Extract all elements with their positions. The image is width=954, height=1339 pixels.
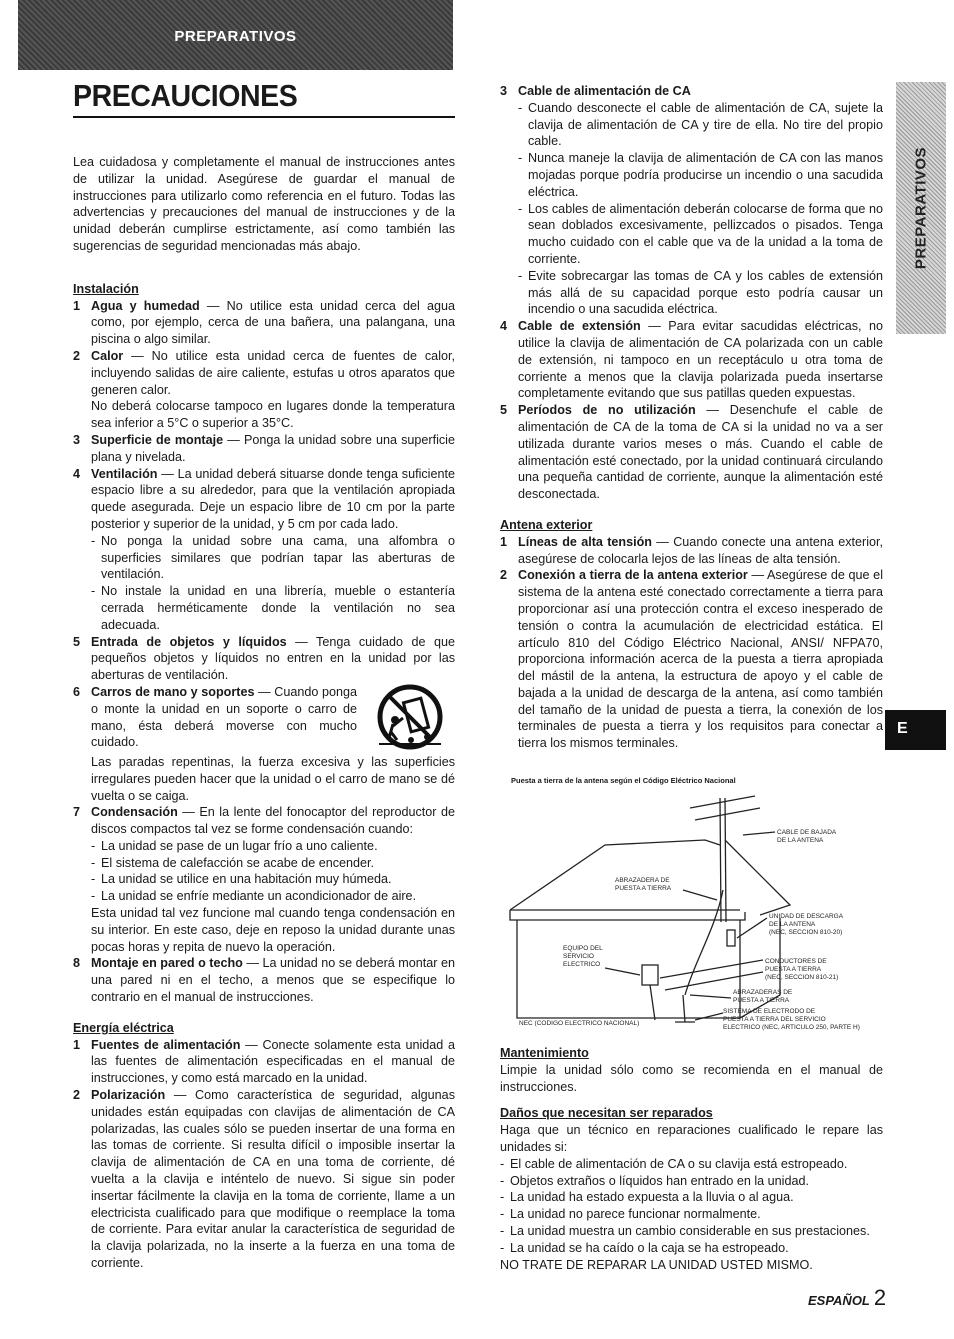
sub-item-text: Cuando desconecte el cable de alimentación de CA, sujete la clavija de alimentación de CA y tire de ella. No tire del propio cable.: [528, 100, 883, 149]
list-item: [73, 348, 455, 432]
item-number: 4: [500, 319, 508, 334]
sub-item-text: La unidad se utilice en una habitación muy húmeda.: [101, 872, 392, 887]
item-text: — No utilice esta unidad cerca del agua como, por ejemplo, cerca de una bañera, una palangana, una piscina o algo similar.: [91, 298, 455, 347]
sub-item: [500, 1189, 883, 1206]
item-title: Montaje en pared o techo: [91, 956, 243, 971]
item-text: — Cuando ponga o monte la unidad en un soporte o carro de mano, ésta deberá moverse con mucho cuidado.: [91, 684, 357, 750]
sub-item-text: La unidad se pase de un lugar frío a uno caliente.: [101, 838, 378, 853]
item-title: Conexión a tierra de la antena exterior: [518, 568, 748, 583]
list-item: [73, 634, 455, 684]
item-title: Líneas de alta tensión: [518, 534, 652, 549]
language-tab: [885, 710, 946, 750]
sub-item-text: No instale la unidad en una librería, mueble o estantería cerrada herméticamente donde la ventilación no sea adecuada.: [101, 584, 455, 632]
diagram-caption: Puesta a tierra de la antena según el Código Eléctrico Nacional: [511, 776, 736, 785]
dash-icon: -: [91, 855, 96, 870]
sub-item: [518, 150, 883, 200]
footer-language: ESPAÑOL: [808, 1293, 870, 1308]
sub-item: [91, 583, 455, 633]
banner-label: PREPARATIVOS: [174, 28, 297, 45]
sub-item: [500, 1206, 883, 1223]
item-text: — Para evitar sacudidas eléctricas, no utilice la clavija de alimentación de CA polarizada con un cable de extensión, ni tampoco en un receptáculo u otra toma de corriente a menos que la clavija polarizada pueda insertarse completamente evitando que sus patillas queden expuestas.: [518, 319, 883, 401]
cart-warning-icon: [365, 682, 455, 752]
label-nec: NEC (CODIGO ELECTRICO NACIONAL): [519, 1020, 640, 1027]
sub-item-text: El sistema de calefacción se acabe de encender.: [101, 855, 375, 870]
dash-icon: -: [518, 201, 523, 216]
item-title: Agua y humedad: [91, 298, 200, 313]
label-ground-conductors-3: (NEC, SECCION 810-21): [765, 974, 839, 981]
sub-item: [518, 268, 883, 318]
item-number: 5: [500, 403, 508, 418]
item-number: 1: [73, 1037, 81, 1052]
item-title: Carros de mano y soportes: [91, 684, 255, 699]
sub-item: [91, 838, 455, 855]
sub-item: [91, 533, 455, 583]
dash-icon: -: [518, 151, 523, 166]
label-discharge-unit-2: DE LA ANTENA: [769, 921, 816, 928]
repairs-heading: Daños que necesitan ser reparados: [500, 1106, 713, 1121]
language-tab-label: E: [897, 720, 908, 737]
sub-item: [91, 855, 455, 872]
sub-item: [518, 201, 883, 268]
sub-item-text: La unidad muestra un cambio considerable en sus prestaciones.: [510, 1223, 870, 1238]
side-tab-label: PREPARATIVOS: [912, 146, 930, 270]
antenna-grounding-diagram: [505, 790, 885, 1040]
dash-icon: -: [518, 268, 523, 283]
item-text: — Tenga cuidado de que pequeños objetos y líquidos no entren en la unidad por las aberturas de ventilación.: [91, 634, 456, 683]
sub-item-text: Evite sobrecargar las tomas de CA y los cables de extensión más allá de su capacidad porque esto podría causar un incendio o una sacudida eléctrica.: [528, 268, 883, 317]
item-text: — La unidad no se deberá montar en una pared ni en el techo, a menos que se especifique lo contrario en el manual de instrucciones.: [91, 956, 455, 1005]
sub-item-text: Los cables de alimentación deberán colocarse de forma que no sean doblados excesivamente, pellizcados o pisados. Tenga mucho cuidado con el cable que va de la unidad a la toma de corriente.: [528, 201, 883, 266]
label-electrode-system-3: ELECTRICO (NEC, ARTICULO 250, PARTE H): [723, 1024, 860, 1031]
intro-paragraph: Lea cuidadosa y completamente el manual de instrucciones antes de utilizar la unidad. Asegúrese de guardar el manual de instrucciones para utilizarlo como referencia en el futuro. Todas las advertencias y precauciones del manual de instrucciones y de la unidad deberán cumplirse estrictamente, así como también las sugerencias de seguridad mencionadas más abajo.: [73, 155, 455, 253]
item-title: Entrada de objetos y líquidos: [91, 634, 287, 649]
sub-item: [500, 1173, 883, 1190]
list-item: [73, 684, 455, 804]
item-number: 3: [73, 432, 81, 447]
list-item: [500, 83, 883, 318]
dash-icon: -: [91, 838, 96, 853]
title-rule: [73, 116, 455, 118]
lower-right-column: [500, 1045, 883, 1273]
item-number: 3: [500, 84, 508, 98]
list-item: [500, 402, 883, 503]
item-text: — En la lente del fonocaptor del reproductor de discos compactos tal vez se forme condensación cuando:: [91, 805, 455, 837]
label-ground-clamps: ABRAZADERAS DE: [733, 989, 793, 996]
item-title: Períodos de no utilización: [518, 403, 696, 418]
item-continuation: Esta unidad tal vez funcione mal cuando tenga condensación en su interior. En este caso, deje en reposo la unidad durante unas pocas horas y repita de nuevo la operación.: [91, 906, 455, 954]
item-title: Calor: [91, 348, 124, 363]
repairs-closing: NO TRATE DE REPARAR LA UNIDAD USTED MISMO.: [500, 1257, 813, 1272]
list-item: [73, 432, 455, 466]
dash-icon: -: [500, 1173, 505, 1188]
list-item: [73, 1087, 455, 1272]
label-electrode-system-2: PUESTA A TIERRA DEL SERVICIO: [723, 1016, 826, 1023]
sub-item-text: Nunca maneje la clavija de alimentación de CA con las manos mojadas porque podría producirse un incendio o una sacudida eléctrica.: [528, 151, 883, 199]
sub-item: [91, 871, 455, 888]
item-text: — Como característica de seguridad, algunas unidades están equipadas con clavijas de alimentación de CA polarizadas, las cuales sólo se pueden insertar de una forma en las tomas de corriente. Si resulta difícil o imposible insertar la clavija de alimentación de CA en una toma de corriente, dé vuelta a la clavija e inténtelo de nuevo. Si sigue sin poder insertar fácilmente la clavija en la toma de corriente, llame a un electricista cualificado para que modifique o reemplace la toma de corriente. Para evitar anular la característica de seguridad de la clavija polarizada, no la inserte a la fuerza en una toma de corriente.: [91, 1088, 455, 1271]
dash-icon: -: [91, 889, 96, 904]
page-title: PRECAUCIONES: [73, 78, 298, 113]
page-number: 2: [873, 1285, 887, 1310]
item-number: 1: [73, 298, 81, 313]
item-title: Condensación: [91, 805, 178, 820]
left-column: [73, 154, 455, 1272]
item-text: — Cuando conecte una antena exterior, asegúrese de colocarla lejos de las líneas de alta tensión.: [518, 534, 883, 566]
item-text: — Asegúrese de que el sistema de la antena esté conectado correctamente a tierra para proporcionar así una protección contra el exceso inesperado de tensión o contra la acumulación de electricidad estática. El artículo 810 del Código Eléctrico Nacional, ANSI/ NFPA70, proporciona información acerca de la puesta a tierra apropiada del mástil de la antena, la estructura de apoyo y el cable de bajada a la unidad de descarga de la antena, así como también del tamaño de la unidad de puesta a tierra, la conexión de los terminales de puesta a tierra y los requisitos para conectar a tierra los mismos terminales.: [518, 568, 883, 751]
power-heading: Energía eléctrica: [73, 1020, 174, 1035]
sub-item-text: El cable de alimentación de CA o su clavija está estropeado.: [510, 1156, 848, 1171]
label-down-lead-2: DE LA ANTENA: [777, 837, 824, 844]
dash-icon: -: [500, 1240, 505, 1255]
item-continuation: Las paradas repentinas, la fuerza excesiva y las superficies irregulares pueden hacer que la unidad o el carro de mano se dé vuelta o se caiga.: [91, 754, 455, 803]
label-ground-clamp: ABRAZADERA DE: [615, 877, 670, 884]
sub-item: [91, 888, 455, 905]
label-down-lead: CABLE DE BAJADA: [777, 829, 837, 836]
installation-heading: Instalación: [73, 281, 139, 296]
item-text: — No utilice esta unidad cerca de fuentes de calor, incluyendo salidas de aire caliente, estufas u otros aparatos que generen calor.: [91, 348, 455, 397]
list-item: [73, 955, 455, 1005]
label-service-equipment-2: SERVICIO: [563, 953, 594, 960]
item-number: 2: [500, 568, 508, 583]
item-number: 2: [73, 1088, 81, 1103]
dash-icon: -: [518, 100, 523, 115]
label-ground-conductors: CONDUCTORES DE: [765, 958, 827, 965]
label-discharge-unit: UNIDAD DE DESCARGA: [769, 913, 844, 920]
item-title: Polarización: [91, 1088, 166, 1103]
item-title: Cable de alimentación de CA: [518, 84, 691, 98]
sub-item: [500, 1156, 883, 1173]
item-number: 7: [73, 805, 81, 820]
sub-item-text: La unidad se ha caído o la caja se ha estropeado.: [510, 1240, 789, 1255]
sub-item: [500, 1223, 883, 1240]
list-item: [73, 298, 455, 348]
sub-item-text: Objetos extraños o líquidos han entrado en la unidad.: [510, 1173, 809, 1188]
item-title: Cable de extensión: [518, 319, 641, 334]
item-text: — Desenchufe el cable de alimentación de CA de la toma de CA si la unidad no va a ser utilizada durante varios meses o más. Cuando el cable de alimentación esté conectado, por la unidad continuará circulando una pequeña cantidad de corriente, aunque la alimentación esté desconectada.: [518, 403, 884, 502]
maintenance-text: Limpie la unidad sólo como se recomienda en el manual de instrucciones.: [500, 1062, 883, 1094]
section-banner: [18, 0, 453, 70]
dash-icon: -: [91, 584, 96, 599]
item-number: 2: [73, 348, 81, 363]
dash-icon: -: [500, 1223, 505, 1238]
label-electrode-system: SISTEMA DE ELECTRODO DE: [723, 1008, 816, 1015]
list-item: [500, 318, 883, 402]
label-ground-conductors-2: PUESTA A TIERRA: [765, 966, 822, 973]
sub-item-text: La unidad se enfríe mediante un acondicionador de aire.: [101, 889, 417, 904]
item-number: 6: [73, 684, 81, 699]
label-ground-clamps-2: PUESTA A TIERRA: [733, 997, 790, 1004]
label-discharge-unit-3: (NEC, SECCION 810-20): [769, 929, 843, 936]
item-text: — Conecte solamente esta unidad a las fuentes de alimentación especificadas en el manual de instrucciones, y como está marcado en la unidad.: [91, 1037, 455, 1086]
dash-icon: -: [500, 1190, 505, 1205]
item-title: Fuentes de alimentación: [91, 1037, 241, 1052]
list-item: [73, 804, 455, 955]
item-title: Superficie de montaje: [91, 432, 224, 447]
item-text: — La unidad deberá situarse donde tenga suficiente espacio libre a su alrededor, para que la ventilación apropiada quede asegurada. Deje un espacio libre de 10 cm por la parte posterior y superior de la unidad, y 5 cm por cada lado.: [91, 466, 455, 531]
dash-icon: -: [91, 872, 96, 887]
list-item: [73, 1037, 455, 1087]
item-number: 8: [73, 956, 81, 971]
repairs-intro: Haga que un técnico en reparaciones cualificado le repare las unidades si:: [500, 1123, 883, 1154]
side-tab: [896, 82, 946, 334]
label-ground-clamp-2: PUESTA A TIERRA: [615, 885, 672, 892]
right-column: [500, 83, 883, 752]
label-service-equipment: EQUIPO DEL: [563, 945, 603, 952]
item-number: 5: [73, 634, 81, 649]
sub-item-text: La unidad no parece funcionar normalmente.: [510, 1207, 761, 1222]
label-service-equipment-3: ELECTRICO: [563, 961, 601, 968]
item-text: — Ponga la unidad sobre una superficie plana y nivelada.: [91, 432, 455, 464]
list-item: [500, 534, 883, 568]
dash-icon: -: [91, 533, 96, 548]
item-continuation: No deberá colocarse tampoco en lugares donde la temperatura sea inferior a 5°C o superior a 35°C.: [91, 399, 455, 431]
list-item: [500, 567, 883, 752]
antenna-heading: Antena exterior: [500, 517, 593, 532]
page-footer: [808, 1285, 886, 1311]
item-title: Ventilación: [91, 466, 158, 481]
sub-item: [518, 100, 883, 150]
list-item: [73, 466, 455, 634]
item-number: 1: [500, 534, 508, 549]
sub-item: [500, 1240, 883, 1257]
dash-icon: -: [500, 1156, 505, 1171]
item-number: 4: [73, 466, 81, 481]
sub-item-text: La unidad ha estado expuesta a la lluvia o al agua.: [510, 1190, 794, 1205]
dash-icon: -: [500, 1207, 505, 1222]
sub-item-text: No ponga la unidad sobre una cama, una alfombra o superficies similares que podrían tapar las aberturas de ventilación.: [101, 533, 455, 582]
maintenance-heading: Mantenimiento: [500, 1046, 589, 1060]
